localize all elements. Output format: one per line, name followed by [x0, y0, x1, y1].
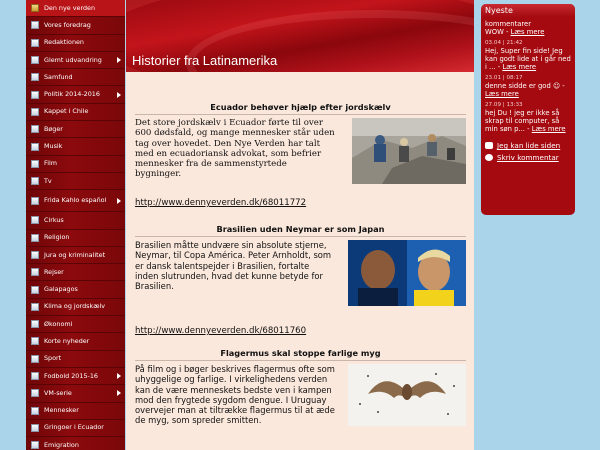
page-icon — [31, 21, 39, 29]
nav-item[interactable] — [26, 264, 125, 281]
page-icon — [31, 268, 39, 276]
article-text: Det store jordskælv i Ecuador førte til over 600 dødsfald, og mange mennesker står uden tag over hovedet. Den Nye Verden har talt med en ecuadoriansk advokat, som befrier mennesker fra de sammenstyrtede bygninger. — [135, 118, 335, 180]
nav-item-label: Cirkus — [44, 215, 64, 224]
nav-item[interactable] — [26, 138, 125, 155]
page-icon — [31, 73, 39, 81]
nav-item-label: Religion — [44, 233, 70, 242]
nav-item-label: Den nye verden — [44, 3, 95, 12]
nav-item[interactable] — [26, 86, 125, 103]
main-content — [126, 72, 474, 450]
page-icon — [31, 234, 39, 242]
comment-text: Hej, Super fin side! Jeg kan godt lide at i går ned i ... — [485, 47, 571, 71]
nav-item-label: Musik — [44, 142, 63, 151]
page-icon — [31, 216, 39, 224]
nav-item[interactable] — [26, 247, 125, 264]
nav-item[interactable] — [26, 351, 125, 368]
page-icon — [31, 39, 39, 47]
nav-item[interactable] — [26, 69, 125, 86]
page-icon — [31, 320, 39, 328]
comment-item: 27.09 | 13:33 hej Du ! jeg er ikke så skrap til computer, så min søn p... - Læs mere — [481, 101, 575, 133]
comment-date: 03.04 | 21:42 — [485, 40, 523, 46]
home-icon — [31, 4, 39, 12]
nav-item[interactable] — [26, 420, 125, 437]
page-icon — [31, 372, 39, 380]
comment-date: 27.09 | 13:33 — [485, 102, 523, 108]
article-text: Brasilien måtte undvære sin absolute stjerne, Neymar, til Copa América. Peter Arnholdt, som er dansk talentspejder i Brasilien, fortalte inden slutrunden, hvad det kunne betyde for Brasilien. — [135, 240, 332, 292]
latest-comments-panel — [481, 4, 575, 215]
nav-item[interactable] — [26, 156, 125, 173]
page-icon — [31, 91, 39, 99]
read-more-link[interactable]: Læs mere — [531, 125, 566, 133]
comment-item: 23.01 | 08:17 denne sidde er god ☺ - Læs mere — [481, 74, 575, 98]
football-players-image[interactable] — [348, 240, 466, 306]
nav-item-label: Film — [44, 159, 57, 168]
page-icon — [31, 197, 39, 205]
comment-row[interactable] — [481, 153, 575, 162]
nav-item[interactable] — [26, 368, 125, 385]
nav-item[interactable] — [26, 403, 125, 420]
page-icon — [31, 56, 39, 64]
page-icon — [31, 108, 39, 116]
article-ecuador — [135, 102, 466, 212]
page-icon — [31, 355, 39, 363]
panel-title: Nyeste — [481, 4, 575, 17]
comment-author: WOW — [485, 28, 504, 36]
speech-bubble-icon — [485, 154, 493, 161]
left-navigation — [26, 0, 125, 450]
nav-item-label: Emigration — [44, 440, 79, 449]
nav-item[interactable] — [26, 212, 125, 229]
nav-item-label: VM-serie — [44, 388, 72, 397]
nav-item-label: Kappet i Chile — [44, 107, 89, 116]
comment-date: 23.01 | 08:17 — [485, 75, 523, 81]
page-icon — [31, 407, 39, 415]
submenu-arrow-icon — [117, 92, 121, 98]
page-icon — [31, 389, 39, 397]
nav-item[interactable] — [26, 437, 125, 450]
nav-item-label: Redaktionen — [44, 38, 84, 47]
page-icon — [31, 125, 39, 133]
read-more-link[interactable]: Læs mere — [510, 28, 545, 36]
article-brazil — [135, 224, 466, 334]
page-icon — [31, 424, 39, 432]
nav-item-label: Sport — [44, 354, 62, 363]
submenu-arrow-icon — [117, 198, 121, 204]
nav-item[interactable] — [26, 230, 125, 247]
nav-item[interactable] — [26, 121, 125, 138]
nav-item-label: Fodbold 2015-16 — [44, 371, 98, 380]
nav-item[interactable] — [26, 281, 125, 298]
nav-item-label: Jura og kriminalitet — [44, 250, 106, 259]
comment-list — [481, 39, 575, 133]
nav-item-label: Vores foredrag — [44, 20, 91, 29]
page-icon — [31, 337, 39, 345]
nav-item[interactable] — [26, 190, 125, 212]
submenu-arrow-icon — [117, 57, 121, 63]
page-icon — [31, 177, 39, 185]
bat-image[interactable] — [348, 364, 466, 426]
comment-text: hej Du ! jeg er ikke så skrap til computer, så min søn p... — [485, 109, 560, 133]
article-title[interactable]: Brasilien uden Neymar er som Japan — [135, 224, 466, 237]
nav-item-label: Mennesker — [44, 406, 79, 415]
nav-item-label: Samfund — [44, 72, 73, 81]
page-icon — [31, 303, 39, 311]
nav-item[interactable] — [26, 0, 125, 17]
page-icon — [31, 143, 39, 151]
comments-label: kommentarer — [485, 20, 532, 28]
submenu-arrow-icon — [117, 390, 121, 396]
nav-item[interactable] — [26, 52, 125, 69]
write-comment-link[interactable]: Skriv kommentar — [497, 153, 559, 162]
article-link[interactable]: http://www.dennyeverden.dk/68011772 — [135, 198, 307, 208]
nav-item[interactable] — [26, 299, 125, 316]
nav-item-label: Tv — [44, 176, 52, 185]
thumbs-up-icon — [485, 142, 493, 149]
nav-item[interactable] — [26, 316, 125, 333]
nav-item-label: Klima og jordskælv — [44, 302, 106, 311]
page-icon — [31, 160, 39, 168]
article-text: På film og i bøger beskrives flagermus ofte som uhyggelige og farlige. I virkelighedens verden kan de være menneskets bedste ven i kampen mod den frygtede sygdom dengue. I Uruguay overvejer man at tiltrække flagermus til at æde de myg, som spreder smitten. — [135, 364, 335, 426]
nav-item-label: Galapagos — [44, 285, 78, 294]
nav-item[interactable] — [26, 104, 125, 121]
nav-item[interactable] — [26, 17, 125, 34]
page-icon — [31, 286, 39, 294]
nav-item[interactable] — [26, 385, 125, 402]
like-page-link[interactable]: Jeg kan lide siden — [497, 141, 561, 150]
nav-item[interactable] — [26, 173, 125, 190]
comment-text: denne sidde er god ☺ — [485, 82, 561, 90]
page-icon — [31, 441, 39, 449]
article-bats — [135, 348, 466, 450]
comment-intro: kommentarer WOW - Læs mere — [485, 20, 545, 36]
nav-item-label: Politik 2014-2016 — [44, 90, 100, 99]
article-link[interactable]: http://www.dennyeverden.dk/68011760 — [135, 326, 307, 336]
site-title: Historier fra Latinamerika — [132, 53, 278, 68]
nav-item-label: Korte nyheder — [44, 336, 90, 345]
submenu-arrow-icon — [117, 373, 121, 379]
read-more-link[interactable]: Læs mere — [485, 90, 519, 98]
nav-item[interactable] — [26, 333, 125, 350]
read-more-link[interactable]: Læs mere — [502, 63, 537, 71]
nav-list — [26, 0, 125, 450]
nav-item[interactable] — [26, 35, 125, 52]
earthquake-rescue-image[interactable] — [352, 118, 466, 184]
nav-item-label: Økonomi — [44, 319, 73, 328]
nav-item-label: Rejser — [44, 267, 64, 276]
nav-item-label: Bøger — [44, 124, 63, 133]
like-row[interactable] — [481, 141, 575, 150]
nav-item-label: Glemt udvandring — [44, 55, 102, 64]
article-title[interactable]: Flagermus skal stoppe farlige myg — [135, 348, 466, 361]
nav-item-label: Frida Kahlo español — [44, 196, 107, 205]
site-header — [126, 0, 474, 72]
article-title[interactable]: Ecuador behøver hjælp efter jordskælv — [135, 102, 466, 115]
page-icon — [31, 251, 39, 259]
nav-item-label: Gringoer i Ecuador — [44, 423, 104, 432]
comment-item: 03.04 | 21:42 Hej, Super fin side! Jeg kan godt lide at i går ned i ... - Læs mere — [485, 40, 571, 71]
